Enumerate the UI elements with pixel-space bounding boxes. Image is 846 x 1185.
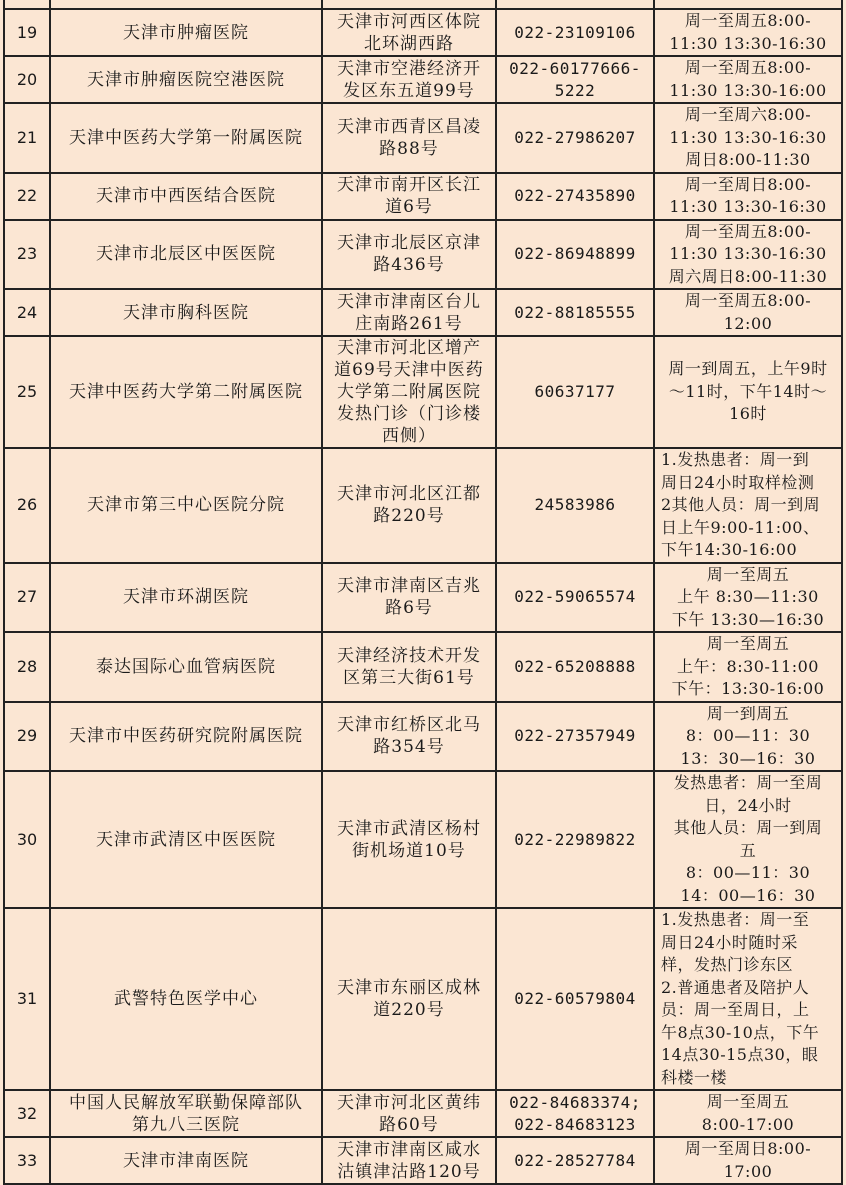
hospital-hours: 周一至周五 上午：8:30-11:00 下午：13:30-16:00 <box>654 632 842 702</box>
hospital-name: 天津市中医药研究院附属医院 <box>50 702 322 772</box>
hospital-address: 天津经济技术开发 区第三大街61号 <box>322 632 496 702</box>
hospital-name: 泰达国际心血管病医院 <box>50 632 322 702</box>
hospital-hours: 周一至周五8:00- 11:30 13:30-16:00 <box>654 56 842 103</box>
table-row <box>4 56 842 103</box>
hospital-table <box>3 0 843 1185</box>
hospital-address: 天津市津南区吉兆 路6号 <box>322 563 496 633</box>
hospital-name: 天津市第三中心医院分院 <box>50 448 322 563</box>
hospital-hours: 周一至周五 8:00-17:00 <box>654 1090 842 1137</box>
table-row <box>4 563 842 633</box>
hospital-name: 天津市肿瘤医院空港医院 <box>50 56 322 103</box>
hospital-hours: 周一到周五 8：00—11：30 13：30—16：30 <box>654 702 842 772</box>
row-number: 27 <box>4 563 50 633</box>
table-row <box>4 448 842 563</box>
table-row <box>4 771 842 908</box>
table-row <box>4 336 842 448</box>
hospital-name: 武警特色医学中心 <box>50 908 322 1090</box>
table-row-partial-top <box>4 0 842 9</box>
row-number: 21 <box>4 103 50 173</box>
row-number: 32 <box>4 1090 50 1137</box>
row-number: 28 <box>4 632 50 702</box>
hospital-address: 天津市河北区增产 道69号天津中医药 大学第二附属医院 发热门诊（门诊楼 西侧） <box>322 336 496 448</box>
hospital-name: 天津中医药大学第二附属医院 <box>50 336 322 448</box>
row-number: 19 <box>4 9 50 56</box>
row-number: 25 <box>4 336 50 448</box>
table-row <box>4 9 842 56</box>
table-row <box>4 632 842 702</box>
row-number: 22 <box>4 173 50 220</box>
hospital-address: 天津市河北区江都 路220号 <box>322 448 496 563</box>
hospital-hours: 周一至周五 上午 8:30—11:30 下午 13:30—16:30 <box>654 563 842 633</box>
hospital-phone: 022-27357949 <box>496 702 654 772</box>
row-number: 20 <box>4 56 50 103</box>
table-row <box>4 1090 842 1137</box>
hospital-name: 天津市肿瘤医院 <box>50 9 322 56</box>
hospital-phone: 022-23109106 <box>496 9 654 56</box>
row-number: 29 <box>4 702 50 772</box>
hospital-hours: 周一至周五8:00- 11:30 13:30-16:30 <box>654 9 842 56</box>
hospital-phone: 022-59065574 <box>496 563 654 633</box>
row-number: 31 <box>4 908 50 1090</box>
hospital-phone: 022-28527784 <box>496 1137 654 1184</box>
hospital-name: 天津市北辰区中医医院 <box>50 220 322 290</box>
hospital-address: 天津市北辰区京津 路436号 <box>322 220 496 290</box>
table-row <box>4 1137 842 1184</box>
hospital-address: 天津市空港经济开 发区东五道99号 <box>322 56 496 103</box>
hospital-hours: 周一至周五8:00- 11:30 13:30-16:30 周六周日8:00-11:30 <box>654 220 842 290</box>
hospital-name: 天津市武清区中医医院 <box>50 771 322 908</box>
hospital-address: 天津市南开区长江 道6号 <box>322 173 496 220</box>
hospital-phone: 022-60177666- 5222 <box>496 56 654 103</box>
hospital-address: 天津市西青区昌凌 路88号 <box>322 103 496 173</box>
row-number: 33 <box>4 1137 50 1184</box>
hospital-name: 中国人民解放军联勤保障部队 第九八三医院 <box>50 1090 322 1137</box>
hospital-address: 天津市东丽区成林 道220号 <box>322 908 496 1090</box>
hospital-phone: 60637177 <box>496 336 654 448</box>
hospital-address: 天津市津南区咸水 沽镇津沽路120号 <box>322 1137 496 1184</box>
hospital-phone: 24583986 <box>496 448 654 563</box>
hospital-name: 天津市中西医结合医院 <box>50 173 322 220</box>
hospital-phone: 022-88185555 <box>496 289 654 336</box>
table-row <box>4 702 842 772</box>
hospital-hours: 周一至周日8:00- 11:30 13:30-16:30 <box>654 173 842 220</box>
hospital-phone: 022-86948899 <box>496 220 654 290</box>
hospital-address: 天津市红桥区北马 路354号 <box>322 702 496 772</box>
hospital-address: 天津市河西区体院 北环湖西路 <box>322 9 496 56</box>
hospital-hours: 周一到周五，上午9时 ～11时，下午14时～ 16时 <box>654 336 842 448</box>
hospital-hours: 1.发热患者：周一到 周日24小时取样检测 2其他人员：周一到周 日上午9:00-11:00、 下午14:30-16:00 <box>654 448 842 563</box>
hospital-phone: 022-27986207 <box>496 103 654 173</box>
table-row <box>4 289 842 336</box>
row-number: 23 <box>4 220 50 290</box>
hospital-phone: 022-22989822 <box>496 771 654 908</box>
hospital-name: 天津市胸科医院 <box>50 289 322 336</box>
hospital-address: 天津市津南区台儿 庄南路261号 <box>322 289 496 336</box>
hospital-phone: 022-84683374; 022-84683123 <box>496 1090 654 1137</box>
hospital-address: 天津市河北区黄纬 路60号 <box>322 1090 496 1137</box>
hospital-name: 天津中医药大学第一附属医院 <box>50 103 322 173</box>
hospital-hours: 发热患者：周一至周 日，24小时 其他人员：周一到周 五 8：00—11：30 14：00—16：30 <box>654 771 842 908</box>
hospital-hours: 周一至周日8:00- 17:00 <box>654 1137 842 1184</box>
hospital-name: 天津市环湖医院 <box>50 563 322 633</box>
hospital-phone: 022-65208888 <box>496 632 654 702</box>
hospital-hours: 周一至周六8:00- 11:30 13:30-16:30 周日8:00-11:30 <box>654 103 842 173</box>
hospital-phone: 022-60579804 <box>496 908 654 1090</box>
row-number: 24 <box>4 289 50 336</box>
hospital-hours: 周一至周五8:00- 12:00 <box>654 289 842 336</box>
row-number: 30 <box>4 771 50 908</box>
table-row <box>4 908 842 1090</box>
hospital-phone: 022-27435890 <box>496 173 654 220</box>
table-row <box>4 103 842 173</box>
hospital-address: 天津市武清区杨村 街机场道10号 <box>322 771 496 908</box>
table-row <box>4 173 842 220</box>
hospital-hours: 1.发热患者：周一至 周日24小时随时采 样，发热门诊东区 2.普通患者及陪护人 员：周一至周日，上 午8点30-10点，下午 14点30-15点30，眼 科楼一楼 <box>654 908 842 1090</box>
table-row <box>4 220 842 290</box>
row-number: 26 <box>4 448 50 563</box>
hospital-name: 天津市津南医院 <box>50 1137 322 1184</box>
